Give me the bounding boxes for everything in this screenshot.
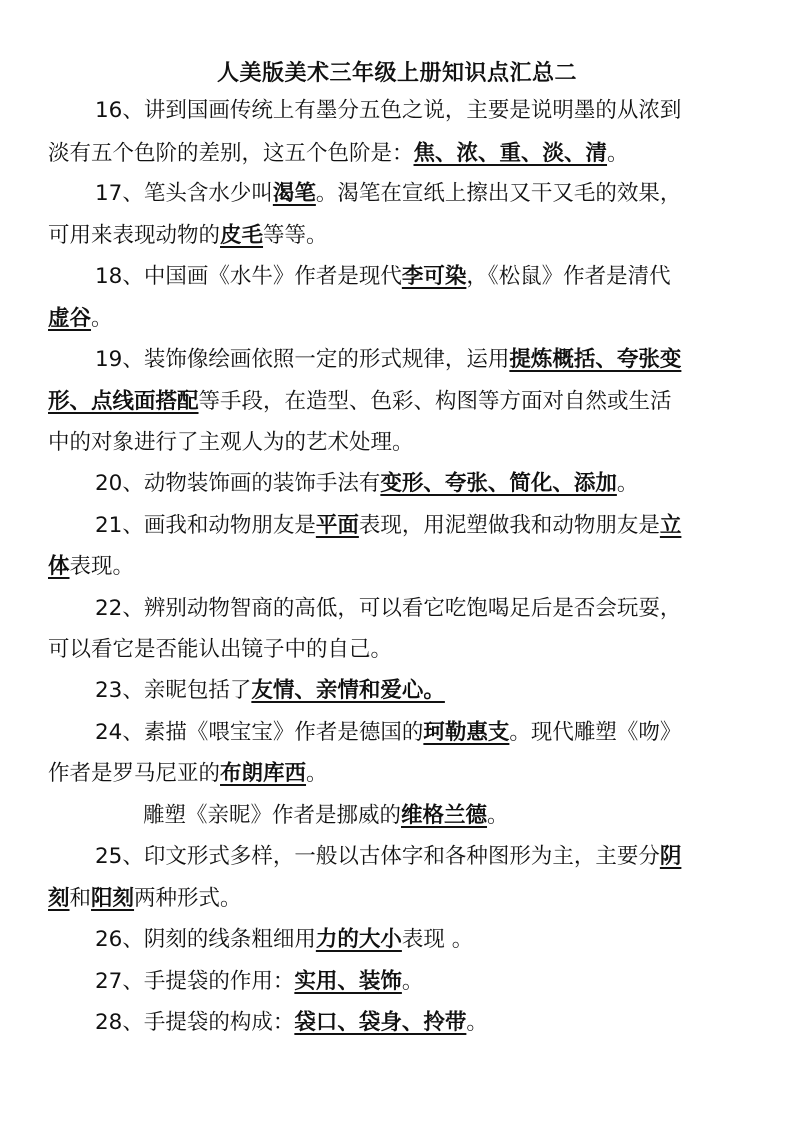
- answer-highlight: 变形、夸张、简化、添加: [380, 471, 617, 496]
- answer-highlight: 友情、亲情和爱心。: [251, 678, 445, 703]
- item-17-line-1: 17、笔头含水少叫渴笔。渴笔在宣纸上擦出又干又毛的效果，: [95, 181, 682, 206]
- item-19-line-3: 中的对象进行了主观人为的艺术处理。: [48, 430, 414, 455]
- answer-highlight: 提炼概括、夸张变: [509, 347, 682, 372]
- answer-highlight: 刻: [48, 886, 70, 911]
- item-23-line-1: 23、亲昵包括了友情、亲情和爱心。: [95, 678, 445, 703]
- answer-highlight: 虚谷: [48, 306, 92, 331]
- item-20-line-1: 20、动物装饰画的装饰手法有变形、夸张、简化、添加。: [95, 471, 639, 496]
- answer-highlight: 布朗库西: [220, 761, 307, 786]
- item-28-line-1: 28、手提袋的构成：袋口、袋身、拎带。: [95, 1010, 488, 1035]
- item-27-line-1: 27、手提袋的作用：实用、装饰。: [95, 969, 424, 994]
- item-19-line-2: 形、点线面搭配等手段，在造型、色彩、构图等方面对自然或生活: [48, 389, 672, 414]
- item-24-line-2: 作者是罗马尼亚的布朗库西。: [48, 761, 328, 786]
- item-16-line-1: 16、讲到国画传统上有墨分五色之说，主要是说明墨的从浓到: [95, 98, 682, 123]
- item-19-line-1: 19、装饰像绘画依照一定的形式规律，运用提炼概括、夸张变: [95, 347, 682, 372]
- answer-highlight: 袋口、袋身、拎带: [294, 1010, 467, 1035]
- item-26-line-1: 26、阴刻的线条粗细用力的大小表现 。: [95, 927, 474, 952]
- answer-highlight: 形、点线面搭配: [48, 389, 199, 414]
- answer-highlight: 珂勒惠支: [423, 720, 510, 745]
- item-25-line-2: 刻和阳刻两种形式。: [48, 886, 242, 911]
- answer-highlight: 阳刻: [91, 886, 135, 911]
- answer-highlight: 立: [659, 513, 682, 538]
- item-24-line-1: 24、素描《喂宝宝》作者是德国的珂勒惠支。现代雕塑《吻》: [95, 720, 682, 745]
- answer-highlight: 渴笔: [272, 181, 316, 206]
- answer-highlight: 实用、装饰: [294, 969, 402, 994]
- item-17-line-2: 可用来表现动物的皮毛等等。: [48, 223, 328, 248]
- answer-highlight: 体: [48, 554, 70, 579]
- item-21-line-2: 体表现。: [48, 554, 135, 579]
- item-18-line-1: 18、中国画《水牛》作者是现代李可染，《松鼠》作者是清代: [95, 264, 671, 289]
- answer-highlight: 阴: [659, 844, 682, 869]
- item-16-line-2: 淡有五个色阶的差别，这五个色阶是：焦、浓、重、淡、清。: [48, 141, 629, 166]
- item-22-line-1: 22、辨别动物智商的高低，可以看它吃饱喝足后是否会玩耍，: [95, 596, 682, 621]
- item-24-line-3: 雕塑《亲昵》作者是挪威的维格兰德。: [143, 803, 509, 828]
- answer-highlight: 平面: [315, 513, 359, 538]
- answer-highlight: 维格兰德: [401, 803, 488, 828]
- item-25-line-1: 25、印文形式多样，一般以古体字和各种图形为主，主要分阴: [95, 844, 682, 869]
- item-21-line-1: 21、画我和动物朋友是平面表现，用泥塑做我和动物朋友是立: [95, 513, 682, 538]
- answer-highlight: 力的大小: [315, 927, 402, 952]
- item-22-line-2: 可以看它是否能认出镜子中的自己。: [48, 637, 393, 662]
- page-title: 人美版美术三年级上册知识点汇总二: [216, 61, 577, 86]
- answer-highlight: 皮毛: [220, 223, 264, 248]
- answer-highlight: 李可染: [401, 264, 467, 289]
- item-18-line-2: 虚谷。: [48, 306, 113, 331]
- answer-highlight: 焦、浓、重、淡、清: [413, 141, 608, 166]
